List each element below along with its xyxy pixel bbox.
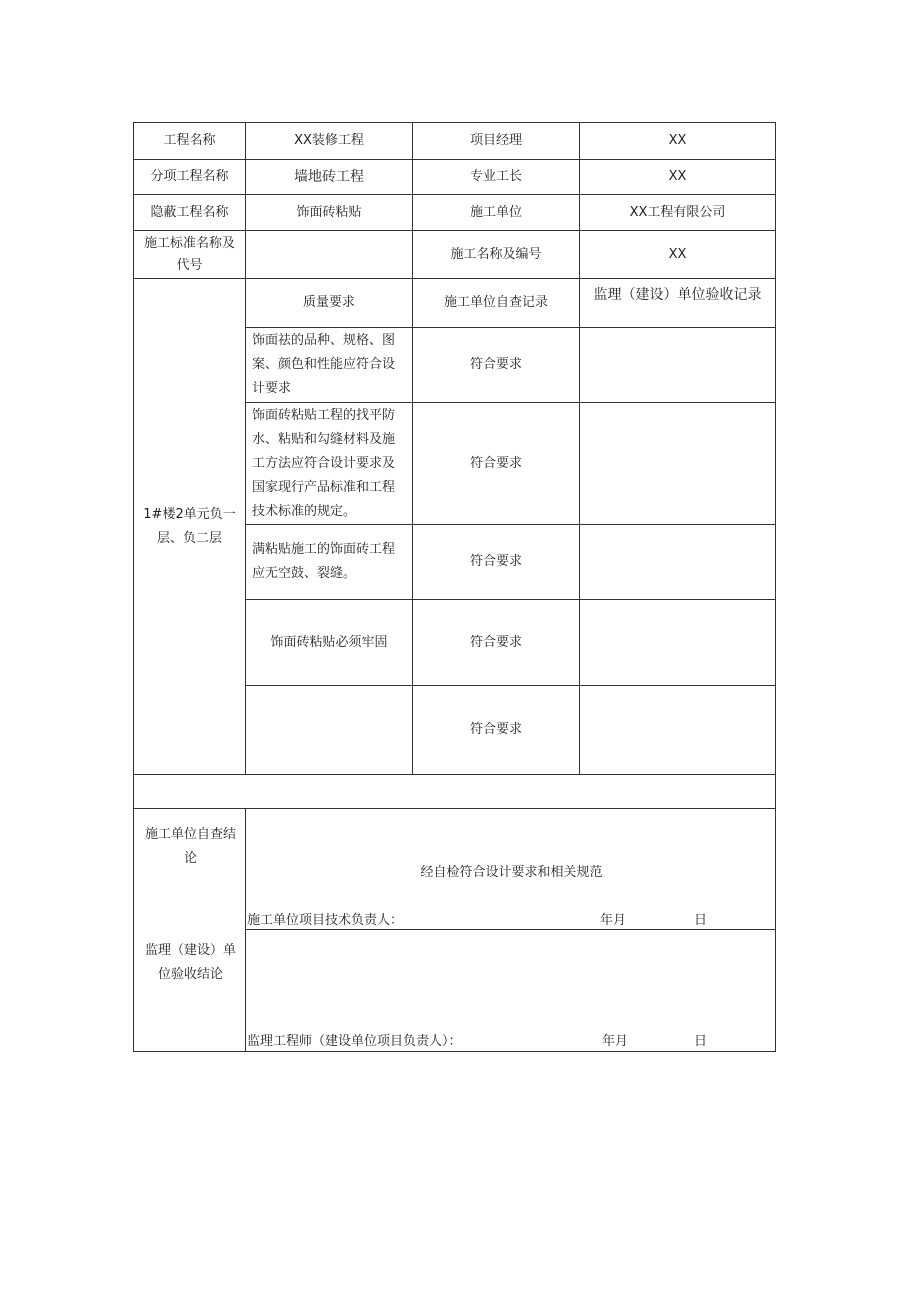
- hidden-work-label: 隐蔽工程名称: [133, 194, 246, 231]
- item-requirement: 满粘贴施工的饰面砖工程应无空鼓、裂缝。: [245, 524, 413, 600]
- self-check-conclusion-box: [245, 808, 776, 930]
- construction-no-label: 施工名称及编号: [412, 230, 580, 279]
- self-check-date-d: 日: [694, 913, 708, 928]
- supervision-conclusion-box: [245, 929, 776, 1052]
- standard-name-label: 施工标准名称及代号: [133, 230, 246, 279]
- foreman-label: 专业工长: [412, 159, 580, 195]
- inspection-location: 1#楼2单元负一层、负二层: [133, 278, 246, 775]
- self-check-date-ym: 年月: [600, 913, 627, 928]
- subitem-name-value: 墙地砖工程: [245, 159, 413, 195]
- header-supervision: 监理（建设）单位验收记录: [579, 278, 776, 328]
- item-requirement: 饰面砖粘贴工程的找平防水、粘贴和勾缝材料及施工方法应符合设计要求及国家现行产品标准和工程技术标准的规定。: [245, 402, 413, 525]
- item-supervision: [579, 685, 776, 775]
- foreman-value: XX: [579, 159, 776, 195]
- item-result: 符合要求: [412, 327, 580, 403]
- item-supervision: [579, 599, 776, 686]
- self-check-signer-label: 施工单位项目技术负责人：: [247, 913, 404, 928]
- supervision-date-ym: 年月: [602, 1034, 629, 1049]
- supervision-conclusion-label: 监理（建设）单位验收结论: [144, 943, 236, 982]
- subitem-name-label: 分项工程名称: [133, 159, 246, 195]
- item-requirement: 饰面砖粘贴必须牢固: [245, 599, 413, 686]
- project-manager-label: 项目经理: [412, 122, 580, 160]
- project-name-label: 工程名称: [133, 122, 246, 160]
- item-supervision: [579, 524, 776, 600]
- construction-no-value: XX: [579, 230, 776, 279]
- header-quality: 质量要求: [245, 278, 413, 328]
- item-requirement: [245, 685, 413, 775]
- header-self-check: 施工单位自查记录: [412, 278, 580, 328]
- item-result: 符合要求: [412, 524, 580, 600]
- conclusion-label-column: [133, 808, 246, 1052]
- item-result: 符合要求: [412, 402, 580, 525]
- hidden-work-value: 饰面砖粘贴: [245, 194, 413, 231]
- item-result: 符合要求: [412, 599, 580, 686]
- self-check-conclusion-text: 经自检符合设计要求和相关规范: [420, 865, 603, 880]
- item-supervision: [579, 402, 776, 525]
- project-name-value: XX装修工程: [245, 122, 413, 160]
- supervision-signer-label: 监理工程师（建设单位项目负责人）：: [247, 1034, 462, 1049]
- standard-name-value: [245, 230, 413, 279]
- item-supervision: [579, 327, 776, 403]
- item-requirement: 饰面祛的品种、规格、图案、颜色和性能应符合设计要求: [245, 327, 413, 403]
- contractor-value: XX工程有限公司: [579, 194, 776, 231]
- self-check-conclusion-label: 施工单位自查结论: [144, 827, 236, 866]
- item-result: 符合要求: [412, 685, 580, 775]
- supervision-date-d: 日: [694, 1034, 708, 1049]
- blank-row: [133, 774, 776, 809]
- acceptance-form: [133, 122, 776, 1052]
- contractor-label: 施工单位: [412, 194, 580, 231]
- project-manager-value: XX: [579, 122, 776, 160]
